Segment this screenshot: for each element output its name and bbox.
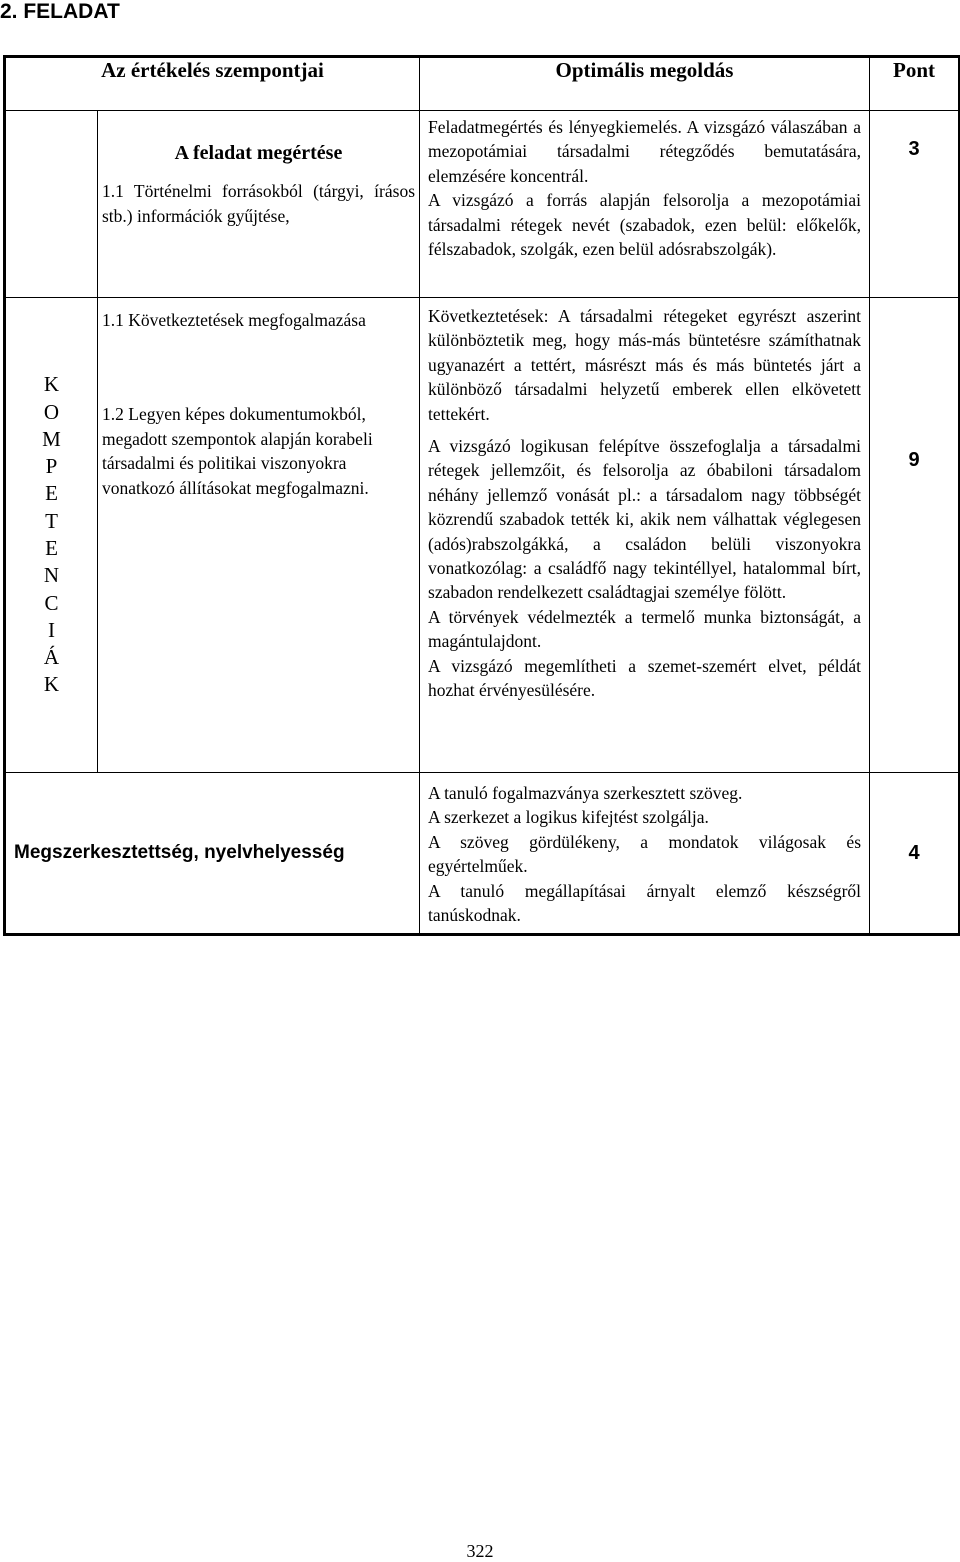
solution-1-1-sources-text: A vizsgázó a forrás alapján felsorolja a mezopotámiai társadalmi rétegek nevét (szabadok, ezen belül: előkelők, félszabadok, szolgák, ezen belül adósrabszolgák). <box>428 190 862 260</box>
table-row-language <box>5 773 960 935</box>
header-criteria: Az értékelés szempontjai <box>5 57 420 111</box>
criterion-1-1-conclusions: 1.1 Következtetések megfogalmazása <box>102 310 366 330</box>
table-row-task-understanding <box>5 111 960 298</box>
solution-1-2-line: A vizsgázó megemlítheti a szemet-szemért elvet, példát hozhat érvényesülésére. <box>428 655 862 701</box>
solution-language-line: A szerkezet a logikus kifejtést szolgálja. <box>428 807 709 828</box>
solution-task-understanding-text: Feladatmegértés és lényegkiemelés. A vizsgázó válaszában a mezopotámiai társadalmi rétegződés bemutatására, elemzésére koncentrál. <box>428 117 862 186</box>
points-task-understanding <box>870 111 960 298</box>
competency-vertical-label <box>5 298 98 773</box>
criterion-task-understanding <box>98 111 420 298</box>
criterion-1-1-sources: 1.1 Történelmi forrásokból (tárgyi, írásos stb.) információk gyűjtése, <box>102 181 416 226</box>
solution-language-line: A tanuló fogalmazványa szerkesztett szöveg. <box>428 783 743 803</box>
solution-1-2-line: A vizsgázó logikusan felépítve összefoglalja a társadalmi rétegek jellemzőit, és felsorolja az óbabiloni társadalom néhány jellemző vonását pl.: a társadalom nagy többségét közrendű szabadok tették ki, akik nem válhattak véglegesen (adós)rabszolgákká, a családon belüli viszonyokra vonatkozólag: a családfő nagy tekintéllyel, hatalommal bírt, szabadon rendelkezett családtagjai személye fölött. <box>428 436 862 603</box>
points-value-9: 9 <box>908 449 920 471</box>
competency-letter: T <box>45 508 58 533</box>
competency-letter: M <box>42 426 61 451</box>
evaluation-table <box>3 55 960 936</box>
criterion-competency <box>98 298 420 773</box>
table-header-row <box>5 57 960 111</box>
points-value-3: 3 <box>908 138 920 160</box>
solution-task-understanding <box>420 111 870 298</box>
solution-language <box>420 773 870 935</box>
page-heading: 2. FELADAT <box>0 0 120 23</box>
solution-language-line: A szöveg gördülékeny, a mondatok világosak és egyértelműek. <box>428 831 862 877</box>
header-solution: Optimális megoldás <box>420 57 870 111</box>
solution-1-2-line: A törvények védelmezték a termelő munka biztonságát, a magántulajdont. <box>428 606 862 652</box>
criterion-1-2: 1.2 Legyen képes dokumentumokból, megadott szempontok alapján korabeli társadalmi és politikai viszonyokra vonatkozó állításokat megfogalmazni. <box>102 404 373 498</box>
competency-spacer-top <box>5 111 98 298</box>
language-label: Megszerkesztettség, nyelvhelyesség <box>5 773 420 935</box>
competency-letter: I <box>48 617 55 642</box>
points-competency <box>870 298 960 773</box>
solution-language-line: A tanuló megállapításai árnyalt elemző készségről tanúskodnak. <box>428 880 862 926</box>
competency-letter: K <box>43 672 60 697</box>
page-number: 322 <box>466 1541 494 1561</box>
competency-letter: P <box>45 454 58 479</box>
competency-letter: E <box>45 481 58 506</box>
competency-letter: K <box>43 372 60 397</box>
points-language <box>870 773 960 935</box>
competency-letter: O <box>43 399 60 424</box>
header-points: Pont <box>870 57 960 111</box>
competency-letter: Á <box>43 645 60 670</box>
competency-letter: E <box>45 536 58 560</box>
table-row-competency <box>5 298 960 773</box>
points-value-4: 4 <box>908 842 920 865</box>
task-understanding-title: A feladat megértése <box>174 142 343 164</box>
competency-letter: C <box>44 590 59 615</box>
solution-1-1-conclusions-text: Következtetések: A társadalmi rétegeket egyrészt aszerint különböztetik meg, hogy más-más büntetésre számíthatnak ugyanazért a tettért, másrészt más és más büntetés járt a különböző társadalmi helyzetű emberek ellen elkövetett tettekért. <box>428 306 862 424</box>
competency-letter: N <box>43 563 60 588</box>
solution-competency <box>420 298 870 773</box>
